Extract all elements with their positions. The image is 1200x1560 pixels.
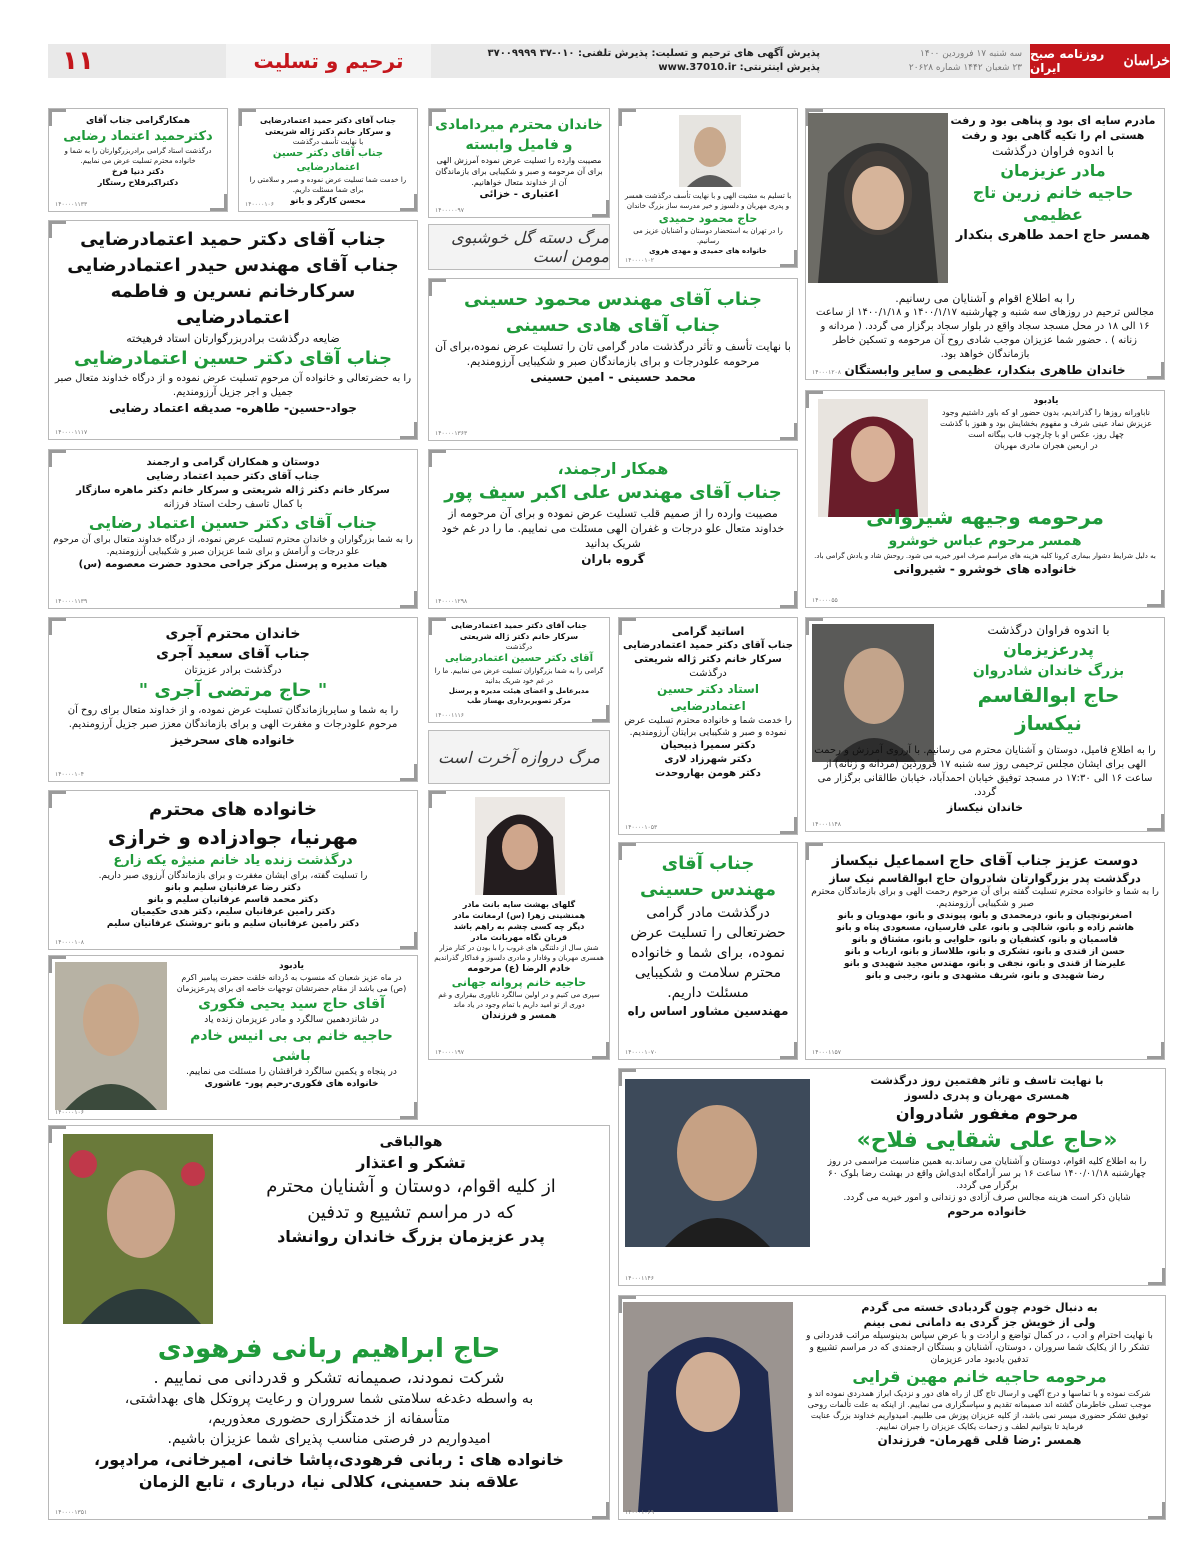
ad-text: شرکت نموده و با تماسها و درج آگهی و ارسال تاج گل از راه های دور و نزدیک ابراز همدردی نموده اند و موجب تسلی خاطرمان گشته اند صمیمانه تقدیم و سپاسگزاری می نماییم. از اینکه به علت تألمات روحی توفیق تشکر حضوری میسر نمی باشد، از کلیه عزیزان پوزش می طلبیم. امیدواریم خداوند بزرگ عنایت فرماید تا بتوانیم لطف و زحمات یکایک عزیزان را جبران نماییم. — [807, 1389, 1152, 1431]
ad-text: بزرگ خاندان شادروان — [972, 663, 1125, 679]
poem-line: دیگر چه کسی چشم به راهم باشد — [453, 922, 585, 931]
ad-code: ۱۴۰۰۰۰۱۰۵۳ — [625, 824, 658, 831]
ad-text: با اندوه فراوان درگذشت — [987, 623, 1110, 637]
ad-text: به واسطه دغدغه سلامتی شما سروران و رعایت پروتکل های بهداشتی، — [124, 1391, 534, 1407]
ad-code: ۱۴۰۰۰۰۱۰۶ — [55, 1109, 85, 1116]
recipient-name: جناب آقای هادی حسینی — [505, 315, 721, 336]
recipient-name: جناب آقای مهندس علی اکبر سیف پور — [444, 482, 782, 503]
ad-text: درگذشت پدر بزرگوارتان شادروان حاج ابوالقاسم نیک ساز — [829, 872, 1141, 885]
ad-heading: دوستان و همکاران گرامی و ارجمند — [146, 457, 320, 468]
ad-code: ۱۴۰۰۰۱۱۴۸ — [812, 821, 842, 828]
condolence-ad — [48, 617, 418, 782]
recipient-name: خاندان محترم آجری — [165, 626, 301, 642]
memorial-ad — [428, 790, 610, 1060]
ad-text: درگذشت برادر عزیزتان — [184, 665, 282, 676]
signatory-line: دکتراکبرفلاح رستگار — [97, 178, 179, 187]
portrait-photo — [812, 624, 934, 762]
signatory-line: حسن از قندی و بانو، تشکری و بانو، طلاساز و بانو، ارباب و بانو — [845, 947, 1125, 957]
ad-text: متأسفانه از خدمتگزاری حضوری معذوریم، — [207, 1411, 451, 1427]
ad-text: را به شما و سایربازماندگان تسلیت عرض نموده، و از خداوند متعال برای روح آن مرحوم علودرجات و مغفرت الهی و برای بازماندگان معزز صبر جزیل آرزومندیم. — [67, 705, 399, 730]
obituary-ad — [805, 108, 1165, 380]
poem-line: همنشینی زهرا (س) ارمغانت مادر — [452, 911, 586, 920]
ad-text: را خدمت شما تسلیت عرض نموده و صبر و سلامتی را برای شما مسئلت داریم. — [249, 176, 407, 194]
deceased-name: حاج ابراهیم ربانی فرهودی — [157, 1334, 501, 1364]
deceased-name: حاج ابوالقاسم نیکساز — [977, 683, 1120, 735]
signatory-line: دکتر هومن بهاروحدت — [655, 768, 761, 779]
portrait-photo — [55, 962, 167, 1110]
poem-line: به دنبال خودم چون گردبادی خسته می گردم — [861, 1301, 1098, 1314]
portrait-photo — [818, 399, 928, 517]
portrait-photo — [475, 797, 565, 895]
ad-heading: یادبود — [1033, 396, 1059, 406]
signatories: خاندان طاهری بنکدار، عظیمی و سایر وابستگان — [844, 363, 1126, 377]
signatory-line: دکتر رامین عرفانیان سلیم و بانو -روشنک عرفانیان سلیم — [106, 919, 360, 929]
signatories: خانواده مرحوم — [947, 1205, 1027, 1218]
ad-text: با کمال تاسف رحلت استاد فرزانه — [163, 499, 303, 510]
condolence-ad — [428, 108, 610, 218]
signatory-line: علیرضا از قندی و بانو، نجفی و بانو، مهندس مجید شهیدی و بانو — [843, 959, 1127, 969]
ad-code: ۱۴۰۰۰۰۱۳۶۳ — [435, 430, 468, 437]
poem-line: ولی از خویش جز گردی به دامانی نمی بینم — [863, 1316, 1096, 1329]
page-number: ۱۱ — [62, 46, 94, 76]
signatories: خاندان نیکساز — [946, 801, 1024, 814]
signatories: مرکز تصویربرداری بهساز طب — [467, 697, 571, 705]
ad-text: و سرکار خانم دکتر ژاله شریعتی — [265, 127, 391, 136]
condolence-ad — [618, 617, 798, 835]
signatory-line: دکتر دنیا فرخ — [112, 167, 164, 176]
recipient-name: مهندس حسینی — [639, 879, 777, 900]
section-title: ترحیم و تسلیت — [226, 44, 431, 78]
deceased-name: حاجیه خانم بی بی انیس خادم باشی — [190, 1028, 393, 1064]
signatories: همسر و فرزندان — [481, 1011, 557, 1021]
ad-code: ۱۴۰۰۰۱۱۴۶ — [625, 1275, 655, 1282]
ad-text: درگذشت — [689, 668, 727, 679]
logo-brand: خراسان — [1123, 53, 1170, 69]
portrait-photo — [623, 1302, 793, 1512]
ad-text: را به حضرتعالی و خانواده آن مرحوم تسلیت عرض نموده و از درگاه خداوند متعال صبر جمیل و اجر جزیل آرزومندیم. — [54, 373, 412, 398]
ad-text: با نهایت تأسف و تأثر درگذشت مادر گرامی تان را تسلیت عرض نموده،برای آن مرحومه علودرجات و برای بازماندگان صبر و شکیبایی آرزومندیم. — [435, 340, 791, 368]
portrait-photo — [679, 115, 741, 187]
relation-title: پدرعزیزمان — [1003, 640, 1094, 659]
deceased-name: مرحومه وجیهه شیروانی — [866, 505, 1104, 529]
signatory-line: علاقه بند حسینی، کلالی نیا، درباری ، تابع الزمان — [138, 1472, 520, 1491]
calligraphy-banner: مرگ دروازه آخرت است — [428, 730, 610, 784]
ad-text: خادم الرضا (ع) مرحومه — [467, 964, 571, 974]
ad-text: جناب آقای دکتر حمید اعتماد رضایی — [146, 471, 320, 482]
memorial-ad — [48, 955, 418, 1120]
signatories: مدیرعامل و اعضای هیئت مدیره و پرسنل — [448, 687, 590, 695]
info-line-2: پذیرش اینترنتی: www.37010.ir — [658, 62, 820, 73]
spouse-name: همسر حاج احمد طاهری بنکدار — [955, 228, 1151, 243]
recipient-name: خاندان محترم میردامادی — [435, 117, 603, 133]
ad-text: همسری مهربان و پدری دلسوز — [904, 1089, 1070, 1102]
portrait-photo — [625, 1079, 810, 1247]
ad-text: با نهایت تأسف درگذشت — [292, 138, 364, 146]
ad-heading: هوالباقی — [379, 1134, 443, 1150]
ad-text: با تسلیم به مشیت الهی و با نهایت تأسف درگذشت همسر و پدری مهربان و دلسوز و خیر مدرسه ساز بزرگ خاندان — [624, 192, 792, 210]
signatory-line: هاشم زاده و بانو، شالچی و بانو، علی فارسیان، مسعودی پناه و بانو — [836, 923, 1134, 933]
ad-text: سرکار خانم دکتر ژاله شریعتی — [459, 632, 579, 641]
ad-text: سپری می کنیم و در اولین سالگرد ناباوری بیقراری و غم دوری از تو امید داریم با تمام وجود در یاد ماند — [438, 991, 600, 1009]
relation-title: مادر عزیزمان — [1000, 161, 1106, 180]
signatory-line: دکتر محمد قاسم عرفانیان سلیم و بانو — [147, 895, 319, 905]
signatories: خانواده های فکوری-رحیم پور- عاشوری — [204, 1079, 379, 1089]
signatories: جواد-حسین- طاهره- صدیقه اعتماد رضایی — [109, 401, 357, 415]
ad-text: را به شما بزرگواران و خاندان محترم تسلیت عرض نموده، از درگاه خداوند متعال برای آن مرحوم علو درجات و آرامش و برای شما عزیزان صبر و شکیبایی آرزومندیم. — [53, 535, 413, 557]
ad-text: را در تهران به استحضار دوستان و آشنایان عزیز می رسانیم. — [633, 227, 783, 245]
signatories: همسر :رضا قلی قهرمان- فرزندان — [877, 1433, 1082, 1447]
thanks-ad — [618, 1295, 1166, 1520]
spouse-name: همسر مرحوم عباس خوشرو — [888, 533, 1082, 549]
signatory-line: دکتر رضا عرفانیان سلیم و بانو — [165, 883, 301, 893]
info-line-1: پذیرش آگهی های ترحیم و تسلیت: پذیرش تلفنی: ۰۱۰-۳۷ ۳۷۰۰۹۹۹۹ — [487, 48, 820, 59]
ad-text: مصیبت وارده را از صمیم قلب تسلیت عرض نموده و برای آن مرحومه از خداوند متعال علو درجات و غفران الهی مسئلت می نماییم. ما را در غم خود شریک بدانید — [441, 507, 785, 550]
ad-code: ۱۴۰۰۰۰۱۹۷ — [435, 1049, 465, 1056]
deceased-name: «حاج علی شقایی فلاح» — [856, 1128, 1118, 1153]
ad-heading: همکارگرامی جناب آقای — [85, 116, 191, 126]
ad-text: در اربعین هجران مادری مهربان — [994, 441, 1098, 450]
signatory-line: دکتر سمیرا ذبیحیان — [660, 740, 756, 751]
date-line-2: ۲۳ شعبان ۱۴۴۲ شماره ۲۰۶۲۸ — [908, 63, 1022, 73]
ad-code: ۱۴۰۰۰۰۱۰۴ — [55, 771, 85, 778]
deceased-name: حاجیه خانم زرین تاج عظیمی — [972, 183, 1134, 224]
ad-code: ۱۴۰۰۰۰۵۵ — [812, 597, 838, 604]
deceased-name: آقای حاج سید یحیی فکوری — [198, 996, 385, 1012]
signatories: خانواده های خوشرو - شیروانی — [893, 562, 1077, 576]
deceased-name: حاجیه خانم پروانه جهانی — [451, 976, 587, 989]
ad-text: شرکت نمودند، صمیمانه تشکر و قدردانی می نماییم . — [153, 1368, 505, 1387]
ad-heading: جناب آقای — [661, 853, 755, 874]
ad-code: ۱۴۰۰۰۰۱۲۹۸ — [435, 598, 468, 605]
ad-text: درگذشت مادر گرامی حضرتعالی را تسلیت عرض نموده، برای شما و خانواده محترم سلامت و شکیبایی مسئلت داریم. — [630, 905, 786, 1001]
ad-text: سرکار خانم دکتر ژاله شریعتی — [634, 654, 782, 665]
deceased-name: جناب آقای دکتر حسین اعتمادرضایی — [272, 148, 384, 173]
recipient-name: جناب آقای مهندس حیدر اعتمادرضایی — [67, 255, 399, 276]
signatory-line: رضا شهیدی و بانو، شریف مشهدی و بانو، رجبی و بانو — [865, 971, 1105, 981]
condolence-ad — [428, 617, 610, 723]
ad-text: درگذشت — [505, 643, 533, 651]
condolence-ad — [48, 449, 418, 609]
ad-text: را به شما و خانواده محترم تسلیت گفته برای آن مرحوم رحمت الهی و برای بازماندگان محترم صبر و شکیبایی آرزومندیم. — [811, 887, 1159, 909]
condolence-ad — [428, 449, 798, 609]
calligraphy-banner: مرگ دسته گل خوشبوی مومن است — [428, 224, 610, 270]
newspaper-logo — [1030, 44, 1170, 78]
deceased-name: درگذشت زنده یاد خانم منیژه یکه زارع — [113, 853, 353, 868]
signatories: هیات مدیره و پرسنل مرکز جراحی محدود حضرت معصومه (س) — [78, 559, 388, 570]
ad-text: که در مراسم تشییع و تدفین — [307, 1202, 515, 1223]
ad-code: ۱۴۰۰۰۱۱۱۶ — [435, 712, 465, 719]
ad-text: از کلیه اقوام، دوستان و آشنایان محترم — [266, 1176, 556, 1197]
condolence-ad — [238, 108, 418, 212]
ad-text: جناب آقای دکتر حمید اعتمادرضایی — [260, 116, 396, 125]
ad-text: درگذشت استاد گرامی برادربزرگوارتان را به شما و خانواده محترم تسلیت عرض می نماییم. — [64, 147, 212, 165]
obituary-ad — [618, 1068, 1166, 1286]
signatory-line: خانواده های : ربانی فرهودی،پاشا خانی، امیرخانی، مرادپور، — [94, 1450, 564, 1469]
ad-text: مصیبت وارده را تسلیت عرض نموده آمرزش الهی برای آن مرحومه و صبر و شکیبایی برای بازماندگان آن از خداوند متعال خواهانیم. — [435, 156, 603, 187]
ad-code: ۱۴۰۰۰۰۱۱۳۹ — [55, 598, 88, 605]
signatories: خانواده های سحرخیز — [171, 733, 295, 747]
signatories: اعتباری - خزائی — [479, 189, 559, 200]
condolence-ad — [48, 108, 228, 212]
condolence-ad — [428, 278, 798, 441]
ad-code: ۱۴۰۰۰۰۱۳۵۱ — [55, 1509, 88, 1516]
recipient-name: جناب آقای مهندس محمود حسینی — [464, 289, 762, 310]
ad-heading: تشکر و اعتذار — [356, 1153, 466, 1172]
ceremony-details: مجالس ترحیم در روزهای سه شنبه و چهارشنبه ۱۴۰۰/۱/۱۷ و ۱۴۰۰/۱/۱۸ از ساعت ۱۶ الی ۱۸ در محل مسجد سجاد واقع در بلوار سجاد برگزار می گردد. ( مردانه و زنانه ) . حضور شما عزیزان موجب شادی روح آن مرحومه و تسکین خاطر بازماندگان خواهد بود. — [815, 307, 1154, 360]
ad-code: ۱۴۰۰۰۰۱۰۷۰ — [625, 1049, 658, 1056]
portrait-photo — [808, 113, 948, 283]
recipient-name: جناب آقای سعید آجری — [156, 646, 310, 662]
ad-code: ۱۴۰۰۰۰۰۹۷ — [435, 207, 465, 214]
ad-heading: همکار ارجمند، — [557, 459, 669, 478]
signatories: مهندسین مشاور اساس راه — [627, 1004, 789, 1018]
page-header — [48, 44, 1170, 78]
ad-heading: اساتید گرامی — [671, 625, 745, 638]
ad-text: ناباورانه روزها را گذراندیم، بدون حضور او که باور داشتیم وجود عزیزش نماد عینی شرف و مفهوم بخشایش بود و هنوز با گذشت چهل روز، عکس او با چارچوب قاب بیگانه است — [939, 408, 1153, 439]
ad-heading: یادبود — [278, 961, 305, 971]
ad-code: ۱۴۰۰۰۰۱۱۱۷ — [55, 429, 88, 436]
signatory-line: دکتر شهرزاد لاری — [664, 754, 752, 765]
thanks-ad — [48, 1125, 610, 1520]
ad-code: ۱۴۰۰۰۰۱۰۶ — [245, 201, 275, 208]
date-line-1: سه شنبه ۱۷ فروردین ۱۴۰۰ — [920, 49, 1022, 59]
signatory-line: قاسمیان و بانو، کشفیان و بانو، حلوایی و بانو، مشتاق و بانو — [852, 935, 1118, 945]
recipient-name: دکترحمید اعتماد رضایی — [63, 129, 213, 144]
signatories: خانواده های حمیدی و مهدی هروی — [649, 247, 767, 255]
poem-line: هستی ام را تکیه گاهی بود و رفت — [961, 129, 1145, 142]
ad-text: گرامی را به شما بزرگواران تسلیت عرض می نماییم. ما را در غم خود شریک بدانید — [434, 667, 604, 685]
ad-text: در شانزدهمین سالگرد و مادر عزیزمان زنده یاد — [204, 1015, 379, 1025]
ad-code: ۱۴۰۰۰۰۱۱۳۳ — [55, 201, 88, 208]
ad-text: در پنجاه و یکمین سالگرد فراقشان را مسئلت می نماییم. — [186, 1067, 397, 1077]
signatory-line: اصغرنونچیان و بانو، درمحمدی و بانو، پیوندی و بانو، مهدویان و بانو — [838, 911, 1132, 921]
deceased-name: استاد دکتر حسین اعتمادرضایی — [657, 682, 759, 713]
issue-date — [822, 47, 1022, 75]
obituary-ad — [805, 390, 1165, 608]
obituary-ad — [805, 617, 1165, 832]
ad-text: را خدمت شما و خانواده محترم تسلیت عرض نموده و صبر و شکیبایی برایتان آرزومندیم. — [624, 716, 792, 738]
signatory-line: دکتر رامین عرفانیان سلیم، دکتر هدی حکیمیان — [130, 907, 336, 917]
signatories: محسن کارگر و بانو — [290, 196, 366, 205]
portrait-photo — [63, 1134, 213, 1324]
recipient-name: و فامیل وابسته — [465, 137, 573, 153]
logo-tagline: روزنامه صبح ایران — [1030, 47, 1105, 75]
ad-text: مرحوم مغفور شادروان — [895, 1104, 1079, 1123]
ad-text: را تسلیت گفته، برای ایشان مغفرت و برای بازماندگان آرزوی صبر داریم. — [98, 871, 368, 881]
ad-heading: دوست عزیز جناب آقای حاج اسماعیل نیکساز — [831, 853, 1139, 869]
deceased-name: حاج محمود حمیدی — [658, 212, 758, 225]
deceased-name: مرحومه حاجیه خانم مهین قرایی — [852, 1367, 1107, 1386]
deceased-name: آقای دکتر حسین اعتمادرضایی — [444, 653, 594, 664]
ad-code: ۱۴۰۰۰۱۱۵۷ — [812, 1049, 842, 1056]
ad-text: پدر عزیزمان بزرگ خاندان روانشاد — [277, 1227, 545, 1246]
ad-text: جناب آقای دکتر حمید اعتمادرضایی — [451, 621, 587, 630]
condolence-ad — [48, 220, 418, 440]
deceased-name: " حاج مرتضی آجری " — [138, 680, 328, 701]
poem-line: گلهای بهشت سایه بانت مادر — [462, 900, 576, 909]
poem-line: مادرم سایه ای بود و پناهی بود و رفت — [950, 114, 1156, 127]
condolence-ad — [805, 842, 1165, 1060]
obituary-ad — [618, 108, 798, 268]
deceased-name: جناب آقای دکتر حسین اعتمادرضایی — [74, 348, 392, 369]
ad-text: در ماه عزیز شعبان که منسوب به دُردانه خلقت حضرت پیامبر اکرم (ص) می باشد از مقام حضرتشان توجهات خاصه ای برای پدرعزیزمان — [176, 973, 407, 993]
ad-text: با اندوه فراوان درگذشت — [991, 144, 1115, 158]
ad-text: جناب آقای دکتر حمید اعتمادرضایی — [623, 640, 793, 651]
poem-line: قربان نگاه مهربانت مادر — [470, 933, 568, 942]
signatories: گروه باران — [581, 552, 645, 566]
ad-text: با نهایت تاسف و تاثر هفتمین روز درگذشت — [870, 1074, 1104, 1087]
ad-text: شش سال از دلتنگی های غروب را با بودن در کنار مزار همسری مهربان و وفادار و مادری دلسوز و فداکار گذراندیم — [434, 944, 604, 962]
ad-code: ۱۴۰۰۰۰۱۰۸ — [55, 939, 85, 946]
ad-code: ۱۴۰۰۰۱۰۶۹ — [625, 1509, 655, 1516]
signatories: محمد حسینی - امین حسینی — [530, 370, 696, 384]
deceased-name: جناب آقای دکتر حسین اعتماد رضایی — [88, 513, 378, 532]
recipient-name: خانواده های محترم — [149, 799, 317, 820]
condolence-ad — [48, 790, 418, 950]
ceremony-details: را به اطلاع کلیه اقوام، دوستان و آشنایان می رساند.به همین مناسبت مراسمی در روز چهارشنبه ۱۴۰۰/۰۱/۱۸ ساعت ۱۶ بر سر آرامگاه ابدی‌اش واقع در بهشت رضا بلوک ۶۰ برگزار می گردد. — [827, 1157, 1147, 1191]
ad-code: ۱۴۰۰۰۰۱۰۲ — [625, 257, 655, 264]
recipient-name: مهرنیا، جوادزاده و خرازی — [107, 825, 359, 849]
ceremony-details: را به اطلاع فامیل، دوستان و آشنایان محترم می رسانیم. با آرزوی آمرزش و رحمت الهی برای ایشان مجلس ترحیمی روز سه شنبه ۱۷ فروردین (مردانه و زنانه) از ساعت ۱۶ الی ۱۷:۳۰ در مسجد توفیق خیابان احمدآباد، خیابان طالقانی برگزار می گردد. — [814, 745, 1156, 798]
ad-text: ضایعه درگذشت برادربزرگوارتان استاد فرهیخته — [126, 332, 340, 345]
ad-text: را به اطلاع اقوام و آشنایان می رسانیم. — [895, 292, 1075, 305]
ad-text: به دلیل شرایط دشوار بیماری کرونا کلیه هزینه های مراسم صرف امور خیریه می شود. روحش شاد و یادش گرامی باد. — [814, 552, 1156, 560]
recipient-name: جناب آقای دکتر حمید اعتمادرضایی — [80, 229, 386, 250]
ad-text: با نهایت احترام و ادب ، در کمال تواضع و ارادت و با عرض سپاس بدینوسیله مراتب قدردانی و تشکر را از یکایک شما سروران ، دوستان، آشنایان و بستگان ارجمندی که در مراسم تشییع و تدفین یادبود مادر عزیزمان — [806, 1331, 1153, 1365]
ad-text: شایان ذکر است هزینه مجالس صرف آزادی دو زندانی و امور خیریه می گردد. — [843, 1193, 1131, 1203]
ad-reception-info — [480, 47, 820, 75]
ad-code: ۱۴۰۰۰۱۲۰۸ — [812, 369, 842, 376]
recipient-name: سرکارخانم نسرین و فاطمه اعتمادرضایی — [110, 281, 356, 328]
ad-text: سرکار خانم دکتر ژاله شریعتی و سرکار خانم دکتر ماهره سازگار — [76, 485, 390, 496]
condolence-ad — [618, 842, 798, 1060]
ad-text: امیدواریم در فرصتی مناسب پذیرای شما عزیزان باشیم. — [167, 1431, 491, 1447]
